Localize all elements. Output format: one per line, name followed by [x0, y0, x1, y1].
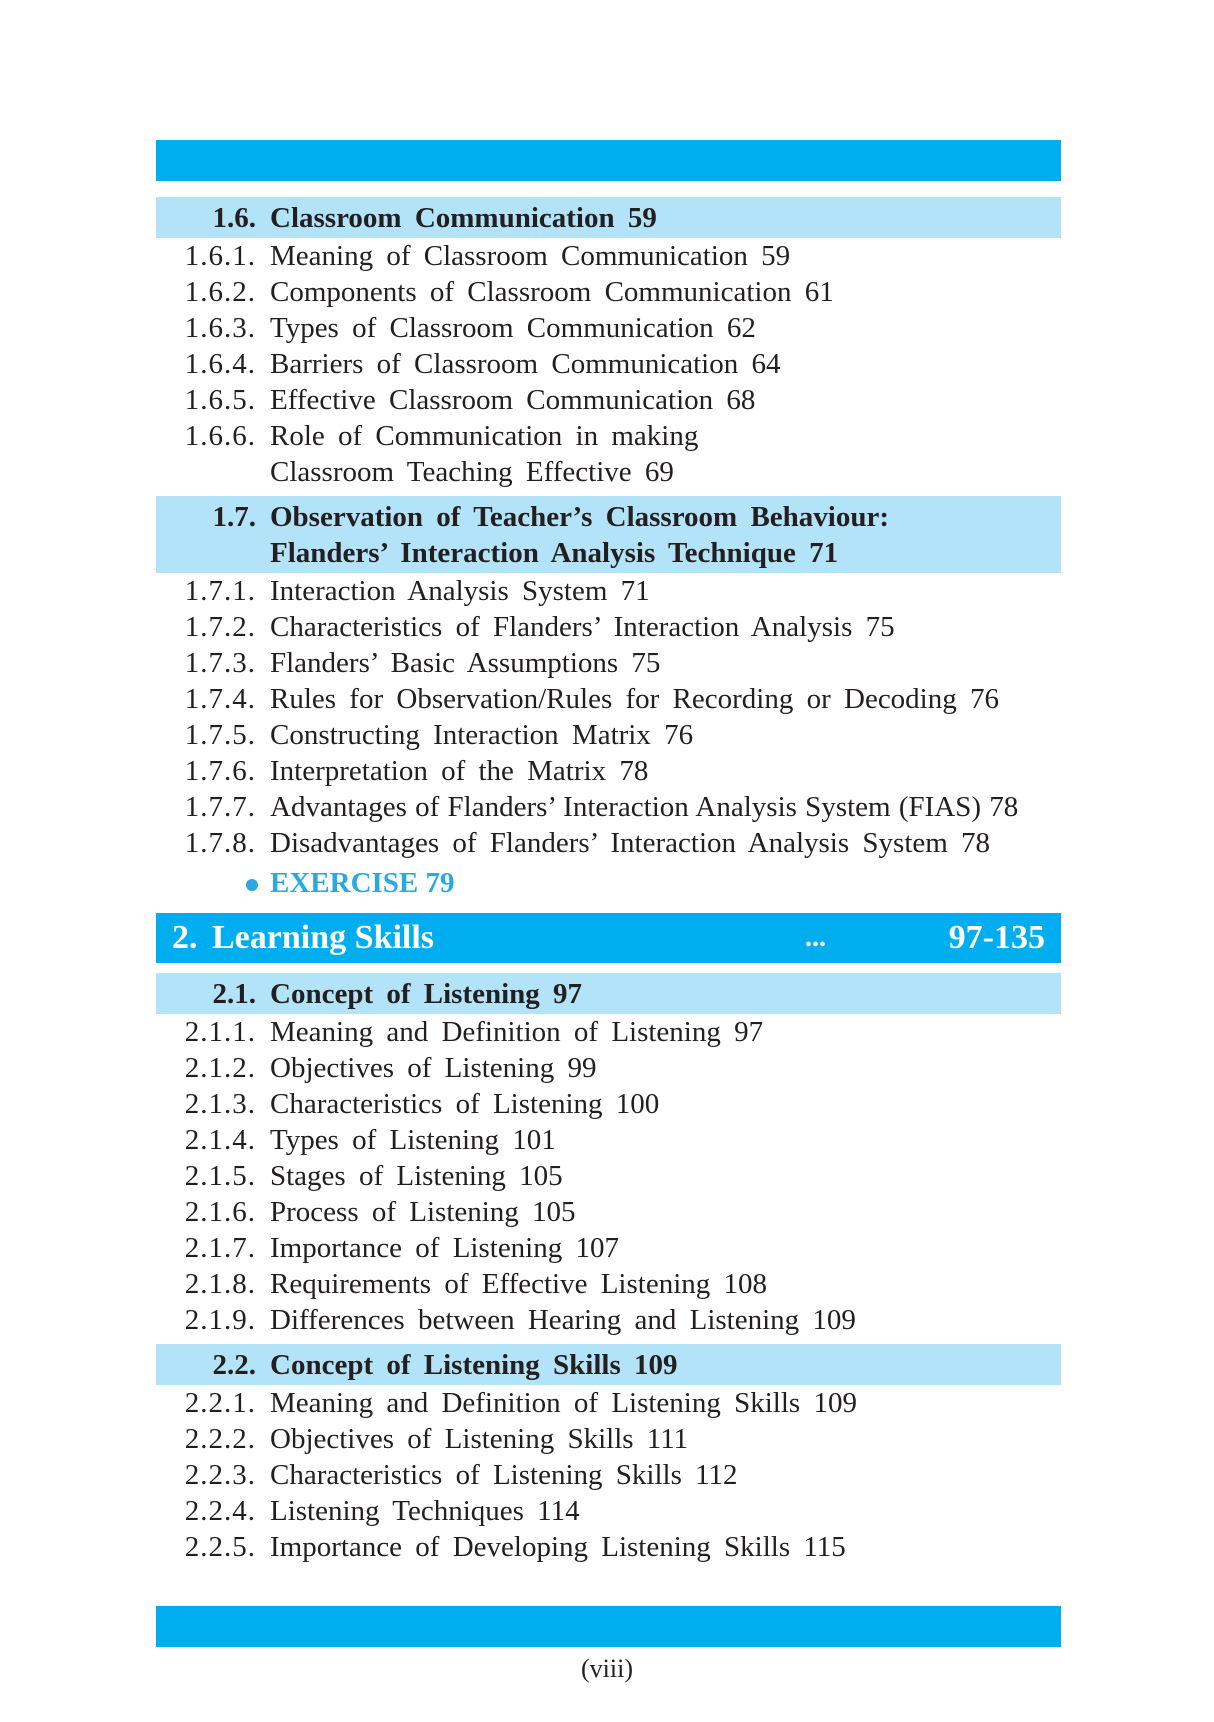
- item-number: 2.2.1.: [184, 1387, 256, 1419]
- list-item: [156, 753, 1061, 789]
- item-text: Meaning and Definition of Listening 97: [270, 1016, 764, 1048]
- item-text: Interpretation of the Matrix 78: [270, 755, 649, 787]
- list-item: [156, 418, 1061, 454]
- list-item: [156, 1014, 1061, 1050]
- list-item: [156, 1050, 1061, 1086]
- item-number: 1.6.3.: [184, 312, 256, 344]
- item-text: Process of Listening 105: [270, 1196, 576, 1228]
- list-item: [156, 1493, 1061, 1529]
- exercise-link[interactable]: [246, 863, 1061, 903]
- item-text: Objectives of Listening 99: [270, 1052, 597, 1084]
- section-number: 1.7.: [212, 501, 256, 533]
- chapter-page-range: 97-135: [948, 919, 1045, 956]
- list-item: [156, 346, 1061, 382]
- item-text: Role of Communication in making: [270, 420, 699, 452]
- list-item: [156, 1122, 1061, 1158]
- item-number: 2.1.6.: [184, 1196, 256, 1228]
- list-item: [156, 717, 1061, 753]
- item-number: 1.6.5.: [184, 384, 256, 416]
- section-heading-1-6: [156, 197, 1061, 238]
- list-item: [156, 310, 1061, 346]
- list-item: [156, 1158, 1061, 1194]
- section-items-1-6: [156, 238, 1061, 490]
- section-items-2-1: [156, 1014, 1061, 1338]
- item-number: 1.6.1.: [184, 240, 256, 272]
- item-number: 1.7.1.: [184, 575, 256, 607]
- item-number: 2.2.5.: [184, 1531, 256, 1563]
- list-item: [156, 645, 1061, 681]
- item-number: 2.1.7.: [184, 1232, 256, 1264]
- item-text: Barriers of Classroom Communication 64: [270, 348, 781, 380]
- item-text: Importance of Listening 107: [270, 1232, 619, 1264]
- item-number: 2.1.3.: [184, 1088, 256, 1120]
- list-item: [156, 1529, 1061, 1565]
- section-title: Observation of Teacher’s Classroom Behaviour:: [270, 501, 890, 533]
- item-number: 2.2.4.: [184, 1495, 256, 1527]
- section-heading-2-2: [156, 1344, 1061, 1385]
- section-items-1-7: [156, 573, 1061, 861]
- list-item: [156, 382, 1061, 418]
- item-number: 1.7.4.: [184, 683, 256, 715]
- item-number: 2.1.5.: [184, 1160, 256, 1192]
- section-heading-2-1: [156, 973, 1061, 1014]
- list-item: [156, 825, 1061, 861]
- section-number: 2.2.: [212, 1349, 256, 1381]
- item-number: 2.1.4.: [184, 1124, 256, 1156]
- list-item: [156, 238, 1061, 274]
- item-number: 1.7.5.: [184, 719, 256, 751]
- item-text: Constructing Interaction Matrix 76: [270, 719, 694, 751]
- item-number: 1.7.3.: [184, 647, 256, 679]
- list-item: [156, 274, 1061, 310]
- item-text: Stages of Listening 105: [270, 1160, 563, 1192]
- table-of-contents: [156, 197, 1061, 1565]
- item-text: Characteristics of Listening 100: [270, 1088, 660, 1120]
- section-title: Concept of Listening Skills 109: [270, 1349, 678, 1381]
- section-heading-1-7: [156, 496, 1061, 573]
- section-number: 2.1.: [212, 978, 256, 1010]
- list-item: [156, 1385, 1061, 1421]
- item-number: 2.1.1.: [184, 1016, 256, 1048]
- item-number: 1.7.2.: [184, 611, 256, 643]
- item-number: 1.6.4.: [184, 348, 256, 380]
- section-items-2-2: [156, 1385, 1061, 1565]
- section-title: Concept of Listening 97: [270, 978, 583, 1010]
- page-number: (viii): [581, 1654, 633, 1683]
- chapter-number: 2.: [172, 919, 198, 956]
- list-item: [156, 1086, 1061, 1122]
- item-text: Types of Classroom Communication 62: [270, 312, 756, 344]
- item-number: 2.2.3.: [184, 1459, 256, 1491]
- item-number: 1.7.6.: [184, 755, 256, 787]
- item-text: Differences between Hearing and Listening 109: [270, 1304, 856, 1336]
- list-item: [156, 789, 1061, 825]
- section-number: 1.6.: [212, 202, 256, 234]
- list-item: [156, 573, 1061, 609]
- item-text: Flanders’ Basic Assumptions 75: [270, 647, 661, 679]
- item-text: Components of Classroom Communication 61: [270, 276, 834, 308]
- item-text: Importance of Developing Listening Skills 115: [270, 1531, 846, 1563]
- item-number: 1.6.6.: [184, 420, 256, 452]
- list-item: [156, 681, 1061, 717]
- item-text: Classroom Teaching Effective 69: [270, 456, 674, 488]
- list-item: [156, 609, 1061, 645]
- item-text: Characteristics of Flanders’ Interaction Analysis 75: [270, 611, 895, 643]
- item-number: 1.6.2.: [184, 276, 256, 308]
- item-text: Characteristics of Listening Skills 112: [270, 1459, 738, 1491]
- exercise-label: EXERCISE 79: [270, 867, 455, 899]
- list-item: [156, 1266, 1061, 1302]
- item-number: 1.7.8.: [184, 827, 256, 859]
- item-text: Rules for Observation/Rules for Recording or Decoding 76: [270, 683, 999, 715]
- list-item: [156, 1194, 1061, 1230]
- item-text: Interaction Analysis System 71: [270, 575, 650, 607]
- item-text: Meaning and Definition of Listening Skills 109: [270, 1387, 857, 1419]
- chapter-leader-dots: ...: [805, 922, 826, 953]
- bullet-icon: [246, 879, 258, 891]
- item-text: Effective Classroom Communication 68: [270, 384, 756, 416]
- section-title: Classroom Communication 59: [270, 202, 657, 234]
- item-number: 1.7.7.: [184, 791, 256, 823]
- item-number: 2.1.9.: [184, 1304, 256, 1336]
- item-number: 2.1.8.: [184, 1268, 256, 1300]
- bottom-color-bar: [156, 1606, 1061, 1647]
- item-text: Types of Listening 101: [270, 1124, 556, 1156]
- chapter-heading: [156, 913, 1061, 963]
- item-text: Requirements of Effective Listening 108: [270, 1268, 768, 1300]
- top-color-bar: [156, 140, 1061, 181]
- item-number: 2.2.2.: [184, 1423, 256, 1455]
- list-item-continuation: [156, 454, 1061, 490]
- item-text: Objectives of Listening Skills 111: [270, 1423, 689, 1455]
- list-item: [156, 1457, 1061, 1493]
- item-text: Advantages of Flanders’ Interaction Analysis System (FIAS) 78: [270, 791, 1019, 823]
- section-title-line2: Flanders’ Interaction Analysis Technique 71: [270, 537, 839, 569]
- item-text: Listening Techniques 114: [270, 1495, 580, 1527]
- item-text: Disadvantages of Flanders’ Interaction Analysis System 78: [270, 827, 991, 859]
- list-item: [156, 1230, 1061, 1266]
- item-number: 2.1.2.: [184, 1052, 256, 1084]
- list-item: [156, 1421, 1061, 1457]
- chapter-title: Learning Skills: [212, 919, 435, 956]
- item-text: Meaning of Classroom Communication 59: [270, 240, 791, 272]
- list-item: [156, 1302, 1061, 1338]
